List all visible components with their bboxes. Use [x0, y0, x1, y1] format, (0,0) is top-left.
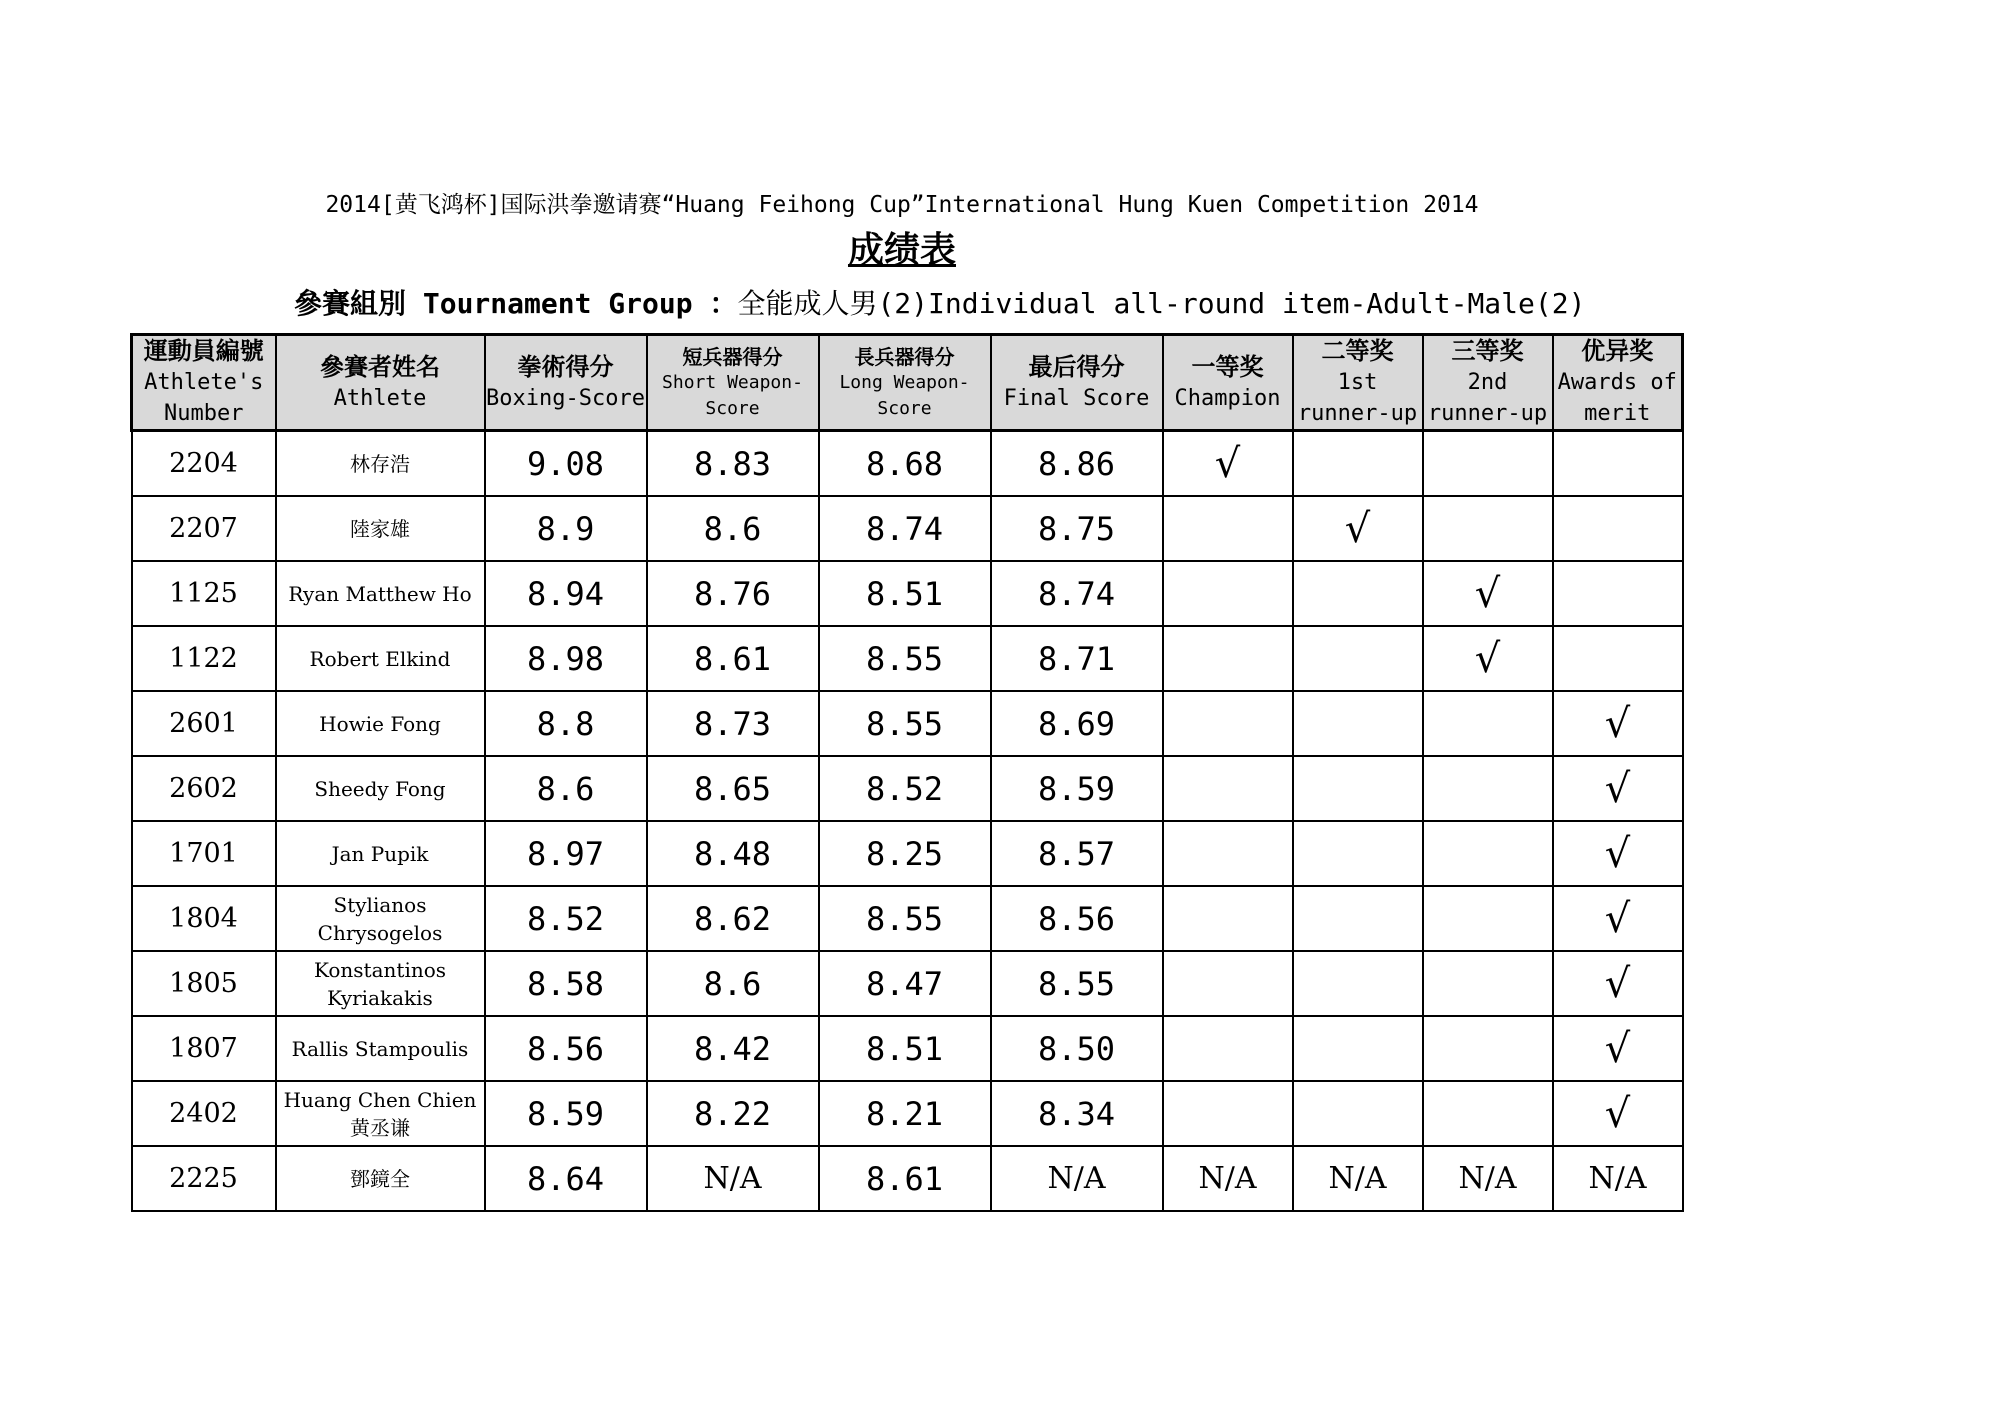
short-weapon-score: 8.6	[647, 951, 819, 1016]
boxing-score: 8.8	[485, 691, 647, 756]
final-score: 8.50	[991, 1016, 1163, 1081]
final-score: 8.75	[991, 496, 1163, 561]
boxing-score: 8.56	[485, 1016, 647, 1081]
champion-cell	[1163, 561, 1293, 626]
athlete-name: Ryan Matthew Ho	[276, 561, 485, 626]
short-weapon-score: 8.65	[647, 756, 819, 821]
merit-cell: N/A	[1553, 1146, 1683, 1211]
table-row	[132, 951, 1683, 1016]
athlete-number: 1807	[132, 1016, 276, 1081]
second-runner-up-cell	[1423, 431, 1553, 497]
first-runner-up-cell	[1293, 431, 1423, 497]
athlete-name: Rallis Stampoulis	[276, 1016, 485, 1081]
merit-cell	[1553, 431, 1683, 497]
first-runner-up-cell	[1293, 951, 1423, 1016]
table-row	[132, 1081, 1683, 1146]
second-runner-up-cell	[1423, 756, 1553, 821]
champion-cell	[1163, 821, 1293, 886]
long-weapon-score: 8.51	[819, 1016, 991, 1081]
boxing-score: 8.59	[485, 1081, 647, 1146]
merit-cell	[1553, 561, 1683, 626]
second-runner-up-cell: N/A	[1423, 1146, 1553, 1211]
second-runner-up-cell: √	[1423, 626, 1553, 691]
first-runner-up-cell	[1293, 821, 1423, 886]
table-row	[132, 496, 1683, 561]
athlete-name: 林存浩	[276, 431, 485, 497]
final-score: 8.74	[991, 561, 1163, 626]
boxing-score: 8.52	[485, 886, 647, 951]
first-runner-up-cell	[1293, 1081, 1423, 1146]
champion-cell: √	[1163, 431, 1293, 497]
second-runner-up-cell	[1423, 1081, 1553, 1146]
long-weapon-score: 8.74	[819, 496, 991, 561]
athlete-name: Howie Fong	[276, 691, 485, 756]
short-weapon-score: N/A	[647, 1146, 819, 1211]
long-weapon-score: 8.55	[819, 886, 991, 951]
merit-cell	[1553, 626, 1683, 691]
first-runner-up-cell: √	[1293, 496, 1423, 561]
col-second-runner-up: 三等奖 2nd runner-up	[1423, 335, 1553, 431]
col-long-weapon-score: 長兵器得分 Long Weapon-Score	[819, 335, 991, 431]
first-runner-up-cell	[1293, 691, 1423, 756]
athlete-name: Konstantinos Kyriakakis	[276, 951, 485, 1016]
final-score: 8.34	[991, 1081, 1163, 1146]
second-runner-up-cell	[1423, 691, 1553, 756]
long-weapon-score: 8.25	[819, 821, 991, 886]
boxing-score: 8.6	[485, 756, 647, 821]
table-row	[132, 431, 1683, 497]
athlete-name: Huang Chen Chien 黄丞谦	[276, 1081, 485, 1146]
table-row	[132, 756, 1683, 821]
athlete-name: Jan Pupik	[276, 821, 485, 886]
header-row	[132, 335, 1683, 431]
first-runner-up-cell	[1293, 561, 1423, 626]
merit-cell: √	[1553, 1081, 1683, 1146]
champion-cell	[1163, 886, 1293, 951]
final-score: 8.55	[991, 951, 1163, 1016]
short-weapon-score: 8.22	[647, 1081, 819, 1146]
final-score: 8.71	[991, 626, 1163, 691]
first-runner-up-cell	[1293, 1016, 1423, 1081]
athlete-number: 2207	[132, 496, 276, 561]
first-runner-up-cell	[1293, 756, 1423, 821]
tournament-group	[294, 282, 1585, 322]
athlete-number: 2402	[132, 1081, 276, 1146]
boxing-score: 8.97	[485, 821, 647, 886]
table-row	[132, 886, 1683, 951]
col-boxing-score: 拳術得分 Boxing-Score	[485, 335, 647, 431]
athlete-number: 1122	[132, 626, 276, 691]
first-runner-up-cell	[1293, 626, 1423, 691]
boxing-score: 9.08	[485, 431, 647, 497]
short-weapon-score: 8.62	[647, 886, 819, 951]
athlete-number: 1804	[132, 886, 276, 951]
champion-cell	[1163, 1081, 1293, 1146]
champion-cell	[1163, 1016, 1293, 1081]
athlete-name: 鄧鏡全	[276, 1146, 485, 1211]
results-table	[130, 333, 1684, 1212]
second-runner-up-cell: √	[1423, 561, 1553, 626]
short-weapon-score: 8.6	[647, 496, 819, 561]
final-score: 8.56	[991, 886, 1163, 951]
col-athlete: 參賽者姓名 Athlete	[276, 335, 485, 431]
table-row	[132, 1146, 1683, 1211]
merit-cell	[1553, 496, 1683, 561]
athlete-name: Sheedy Fong	[276, 756, 485, 821]
athlete-number: 2225	[132, 1146, 276, 1211]
long-weapon-score: 8.55	[819, 626, 991, 691]
boxing-score: 8.94	[485, 561, 647, 626]
boxing-score: 8.58	[485, 951, 647, 1016]
champion-cell	[1163, 496, 1293, 561]
long-weapon-score: 8.55	[819, 691, 991, 756]
second-runner-up-cell	[1423, 1016, 1553, 1081]
long-weapon-score: 8.21	[819, 1081, 991, 1146]
athlete-number: 1805	[132, 951, 276, 1016]
merit-cell: √	[1553, 886, 1683, 951]
athlete-number: 2601	[132, 691, 276, 756]
document-subtitle: 成绩表	[847, 230, 956, 271]
long-weapon-score: 8.61	[819, 1146, 991, 1211]
boxing-score: 8.98	[485, 626, 647, 691]
boxing-score: 8.9	[485, 496, 647, 561]
merit-cell: √	[1553, 821, 1683, 886]
final-score: N/A	[991, 1146, 1163, 1211]
col-champion: 一等奖 Champion	[1163, 335, 1293, 431]
athlete-number: 1125	[132, 561, 276, 626]
table-row	[132, 691, 1683, 756]
champion-cell	[1163, 951, 1293, 1016]
table-row	[132, 1016, 1683, 1081]
group-label: 參賽組別 Tournament Group ：	[294, 287, 738, 320]
merit-cell: √	[1553, 691, 1683, 756]
col-first-runner-up: 二等奖 1st runner-up	[1293, 335, 1423, 431]
short-weapon-score: 8.83	[647, 431, 819, 497]
table-row	[132, 821, 1683, 886]
final-score: 8.86	[991, 431, 1163, 497]
long-weapon-score: 8.51	[819, 561, 991, 626]
second-runner-up-cell	[1423, 496, 1553, 561]
long-weapon-score: 8.68	[819, 431, 991, 497]
boxing-score: 8.64	[485, 1146, 647, 1211]
table-row	[132, 561, 1683, 626]
short-weapon-score: 8.61	[647, 626, 819, 691]
champion-cell	[1163, 756, 1293, 821]
short-weapon-score: 8.42	[647, 1016, 819, 1081]
athlete-number: 1701	[132, 821, 276, 886]
final-score: 8.57	[991, 821, 1163, 886]
athlete-name: Stylianos Chrysogelos	[276, 886, 485, 951]
athlete-name: 陸家雄	[276, 496, 485, 561]
athlete-number: 2204	[132, 431, 276, 497]
first-runner-up-cell: N/A	[1293, 1146, 1423, 1211]
merit-cell: √	[1553, 1016, 1683, 1081]
second-runner-up-cell	[1423, 951, 1553, 1016]
short-weapon-score: 8.48	[647, 821, 819, 886]
second-runner-up-cell	[1423, 821, 1553, 886]
group-value: 全能成人男(2)Individual all-round item-Adult-Male(2)	[737, 287, 1586, 320]
long-weapon-score: 8.47	[819, 951, 991, 1016]
col-short-weapon-score: 短兵器得分 Short Weapon-Score	[647, 335, 819, 431]
document-title: 2014[黄飞鸿杯]国际洪拳邀请赛“Huang Feihong Cup”International Hung Kuen Competition 2014	[325, 192, 1479, 218]
col-awards-of-merit: 优异奖 Awards of merit	[1553, 335, 1683, 431]
champion-cell: N/A	[1163, 1146, 1293, 1211]
champion-cell	[1163, 691, 1293, 756]
second-runner-up-cell	[1423, 886, 1553, 951]
athlete-number: 2602	[132, 756, 276, 821]
col-final-score: 最后得分 Final Score	[991, 335, 1163, 431]
final-score: 8.69	[991, 691, 1163, 756]
long-weapon-score: 8.52	[819, 756, 991, 821]
table-row	[132, 626, 1683, 691]
athlete-name: Robert Elkind	[276, 626, 485, 691]
col-athlete-number: 運動員編號 Athlete's Number	[132, 335, 276, 431]
short-weapon-score: 8.76	[647, 561, 819, 626]
first-runner-up-cell	[1293, 886, 1423, 951]
final-score: 8.59	[991, 756, 1163, 821]
merit-cell: √	[1553, 951, 1683, 1016]
merit-cell: √	[1553, 756, 1683, 821]
short-weapon-score: 8.73	[647, 691, 819, 756]
champion-cell	[1163, 626, 1293, 691]
